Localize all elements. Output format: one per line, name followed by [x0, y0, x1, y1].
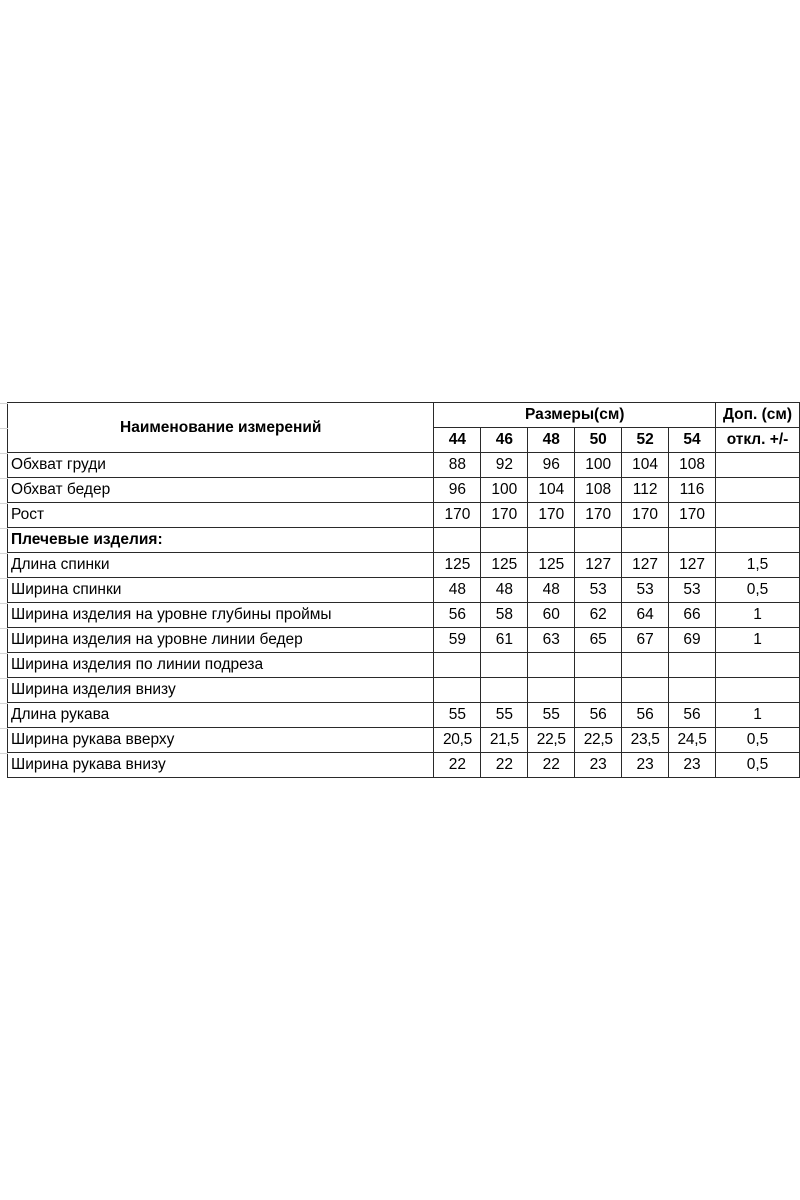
- deviation-cell: 0,5: [716, 578, 800, 603]
- size-value-cell: 66: [669, 603, 716, 628]
- size-header-cell: 46: [481, 428, 528, 453]
- measurement-row: [8, 578, 800, 603]
- size-value-cell: 56: [434, 603, 481, 628]
- size-chart-body: [8, 403, 800, 778]
- size-value-cell: 60: [528, 603, 575, 628]
- measurement-row: [8, 653, 800, 678]
- measurement-name: Ширина рукава вверху: [8, 728, 434, 753]
- size-value-cell: 96: [528, 453, 575, 478]
- size-header-cell: 48: [528, 428, 575, 453]
- sizes-header: Размеры(см): [434, 403, 716, 428]
- measurement-name: Рост: [8, 503, 434, 528]
- size-chart-table: [7, 402, 800, 778]
- size-value-cell: 62: [575, 603, 622, 628]
- size-header-cell: 50: [575, 428, 622, 453]
- size-value-cell: 56: [669, 703, 716, 728]
- deviation-cell: [716, 478, 800, 503]
- deviation-cell: 1: [716, 603, 800, 628]
- deviation-cell: [716, 503, 800, 528]
- size-value-cell: 88: [434, 453, 481, 478]
- size-value-cell: 92: [481, 453, 528, 478]
- measurement-name: Ширина изделия по линии подреза: [8, 653, 434, 678]
- size-value-cell: 108: [575, 478, 622, 503]
- size-value-cell: 67: [622, 628, 669, 653]
- size-value-cell: 100: [481, 478, 528, 503]
- size-value-cell: 53: [622, 578, 669, 603]
- measurement-name: Длина спинки: [8, 553, 434, 578]
- size-header-cell: 54: [669, 428, 716, 453]
- size-value-cell: 55: [481, 703, 528, 728]
- size-value-cell: 22,5: [528, 728, 575, 753]
- size-value-cell: 53: [575, 578, 622, 603]
- size-value-cell: 58: [481, 603, 528, 628]
- size-value-cell: 127: [622, 553, 669, 578]
- size-value-cell: 108: [669, 453, 716, 478]
- size-value-cell: 64: [622, 603, 669, 628]
- gridline-stub: [0, 703, 8, 704]
- gridline-stub: [0, 653, 8, 654]
- size-value-cell: [434, 653, 481, 678]
- gridline-stub: [0, 678, 8, 679]
- size-value-cell: 48: [528, 578, 575, 603]
- size-value-cell: 22: [434, 753, 481, 778]
- size-value-cell: 48: [434, 578, 481, 603]
- size-value-cell: [622, 653, 669, 678]
- measurement-name: Ширина изделия на уровне глубины проймы: [8, 603, 434, 628]
- gridline-stub: [0, 728, 8, 729]
- measurement-row: [8, 503, 800, 528]
- gridline-stub: [0, 403, 8, 404]
- size-value-cell: [669, 653, 716, 678]
- size-header-cell: 44: [434, 428, 481, 453]
- size-value-cell: 125: [481, 553, 528, 578]
- measurement-name: Ширина спинки: [8, 578, 434, 603]
- deviation-subheader: откл. +/-: [716, 428, 800, 453]
- gridline-stub: [0, 453, 8, 454]
- gridline-stub: [0, 753, 8, 754]
- size-value-cell: 170: [528, 503, 575, 528]
- size-value-cell: 56: [622, 703, 669, 728]
- size-value-cell: [434, 678, 481, 703]
- size-value-cell: 23: [622, 753, 669, 778]
- gridline-stub: [0, 553, 8, 554]
- size-value-cell: [622, 528, 669, 553]
- gridline-stub: [0, 628, 8, 629]
- deviation-cell: 0,5: [716, 728, 800, 753]
- measurement-name: Ширина рукава внизу: [8, 753, 434, 778]
- size-value-cell: 22,5: [575, 728, 622, 753]
- gridline-stub: [0, 578, 8, 579]
- deviation-cell: [716, 453, 800, 478]
- measurement-row: [8, 678, 800, 703]
- size-value-cell: 23,5: [622, 728, 669, 753]
- size-value-cell: 125: [528, 553, 575, 578]
- size-value-cell: 65: [575, 628, 622, 653]
- gridline-stub: [0, 428, 8, 429]
- size-value-cell: 56: [575, 703, 622, 728]
- size-value-cell: 23: [669, 753, 716, 778]
- size-value-cell: 104: [528, 478, 575, 503]
- size-value-cell: [481, 528, 528, 553]
- size-value-cell: [575, 678, 622, 703]
- size-value-cell: 170: [434, 503, 481, 528]
- size-value-cell: 20,5: [434, 728, 481, 753]
- measurement-row: [8, 753, 800, 778]
- size-value-cell: 23: [575, 753, 622, 778]
- size-value-cell: [528, 678, 575, 703]
- measurement-name-header: Наименование измерений: [8, 403, 434, 453]
- size-value-cell: 69: [669, 628, 716, 653]
- size-value-cell: 125: [434, 553, 481, 578]
- measurement-name: Ширина изделия внизу: [8, 678, 434, 703]
- size-value-cell: 22: [481, 753, 528, 778]
- size-value-cell: [481, 678, 528, 703]
- size-value-cell: [669, 678, 716, 703]
- size-value-cell: 53: [669, 578, 716, 603]
- section-title: Плечевые изделия:: [8, 528, 434, 553]
- size-value-cell: 55: [528, 703, 575, 728]
- size-value-cell: [528, 528, 575, 553]
- measurement-row: [8, 703, 800, 728]
- size-value-cell: [575, 528, 622, 553]
- gridline-stub: [0, 603, 8, 604]
- deviation-cell: [716, 678, 800, 703]
- measurement-row: [8, 728, 800, 753]
- size-value-cell: [575, 653, 622, 678]
- measurement-name: Обхват бедер: [8, 478, 434, 503]
- size-value-cell: [528, 653, 575, 678]
- size-value-cell: 116: [669, 478, 716, 503]
- size-value-cell: 22: [528, 753, 575, 778]
- size-value-cell: [622, 678, 669, 703]
- size-value-cell: 170: [481, 503, 528, 528]
- size-value-cell: 104: [622, 453, 669, 478]
- size-value-cell: 21,5: [481, 728, 528, 753]
- gridline-stub: [0, 478, 8, 479]
- size-value-cell: [669, 528, 716, 553]
- gridline-stub: [0, 503, 8, 504]
- deviation-cell: 1: [716, 628, 800, 653]
- header-row-1: [8, 403, 800, 428]
- size-value-cell: 127: [575, 553, 622, 578]
- deviation-cell: [716, 528, 800, 553]
- measurement-row: [8, 603, 800, 628]
- measurement-name: Обхват груди: [8, 453, 434, 478]
- size-value-cell: 48: [481, 578, 528, 603]
- size-value-cell: 100: [575, 453, 622, 478]
- measurement-name: Длина рукава: [8, 703, 434, 728]
- deviation-cell: [716, 653, 800, 678]
- size-value-cell: 63: [528, 628, 575, 653]
- size-value-cell: 112: [622, 478, 669, 503]
- size-value-cell: 170: [575, 503, 622, 528]
- size-value-cell: 59: [434, 628, 481, 653]
- deviation-cell: 1: [716, 703, 800, 728]
- size-value-cell: 55: [434, 703, 481, 728]
- deviation-cell: 0,5: [716, 753, 800, 778]
- measurement-row: [8, 553, 800, 578]
- measurement-row: [8, 628, 800, 653]
- size-value-cell: 61: [481, 628, 528, 653]
- deviation-header: Доп. (см): [716, 403, 800, 428]
- size-value-cell: 24,5: [669, 728, 716, 753]
- measurement-name: Ширина изделия на уровне линии бедер: [8, 628, 434, 653]
- deviation-cell: 1,5: [716, 553, 800, 578]
- measurement-row: [8, 453, 800, 478]
- size-value-cell: 170: [669, 503, 716, 528]
- section-row: [8, 528, 800, 553]
- size-value-cell: 127: [669, 553, 716, 578]
- size-value-cell: 96: [434, 478, 481, 503]
- gridline-stub: [0, 528, 8, 529]
- size-value-cell: [434, 528, 481, 553]
- size-value-cell: [481, 653, 528, 678]
- size-header-cell: 52: [622, 428, 669, 453]
- size-value-cell: 170: [622, 503, 669, 528]
- measurement-row: [8, 478, 800, 503]
